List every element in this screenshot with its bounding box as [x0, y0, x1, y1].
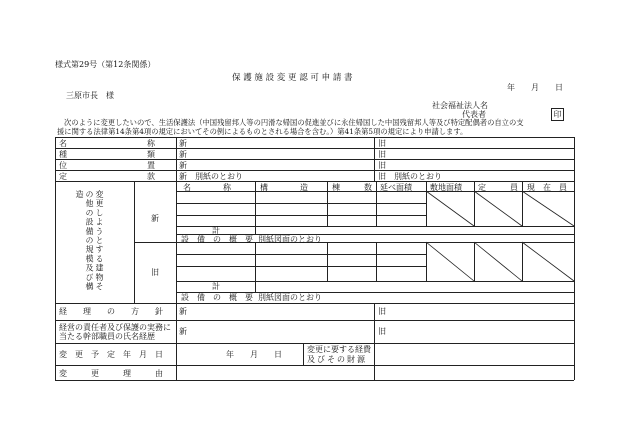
location-old: 旧 [378, 161, 386, 170]
structure-side-label: 変更しようとする建物その他の設備の規模及び構造 [75, 190, 104, 292]
row-divider [55, 320, 574, 321]
old-outline-label: 設 備 の 概 要 [181, 293, 253, 302]
change-reason-label: 変 更 理 由 [59, 369, 163, 378]
bottom-new-old-divider [374, 303, 375, 380]
form-number: 様式第29号（第12条関係） [55, 60, 156, 69]
policy-new: 新 [179, 307, 187, 316]
structure-new-label: 新 [151, 214, 159, 223]
row-label-type: 種 類 [59, 150, 155, 159]
addressee: 三原市長 様 [66, 91, 114, 100]
planned-date-label: 変 更 予 定 年 月 日 [59, 350, 163, 359]
planned-date-value: 年 月 日 [226, 350, 282, 359]
application-date: 年 月 日 [507, 83, 563, 92]
responsible-old: 旧 [378, 327, 386, 336]
old-total-label: 計 [212, 282, 220, 291]
col-header-current: 現 在 員 [527, 183, 567, 192]
cost-label-divider [303, 343, 304, 365]
responsible-new: 新 [179, 327, 187, 336]
responsible-label-1: 経営の責任者及び保護の実務に [59, 323, 171, 332]
type-new: 新 [179, 150, 187, 159]
body-line-2: 援に関する法律第14条第4項の規定においてその例によるものとされる場合を含む。）第41条第5項の規定により申請します。 [57, 127, 468, 136]
policy-old: 旧 [378, 307, 386, 316]
name-old: 旧 [378, 139, 386, 148]
seal-mark: 印 [551, 108, 564, 121]
cost-label-2: 及びその財源 [307, 355, 367, 364]
row-divider [55, 343, 574, 344]
row-label-location: 位 置 [59, 161, 155, 170]
type-old: 旧 [378, 150, 386, 159]
col-header-name: 名 称 [183, 183, 231, 192]
accounting-policy-label: 経 理 の 方 針 [59, 307, 163, 316]
row-label-capacity: 定 款 [59, 172, 155, 181]
new-total-label: 計 [212, 226, 220, 235]
new-outline-value: 別紙図面のとおり [258, 235, 322, 244]
name-new: 新 [179, 139, 187, 148]
bottom-label-divider [176, 303, 177, 380]
structure-old-label: 旧 [151, 268, 159, 277]
col-header-capacity: 定 員 [478, 183, 518, 192]
col-header-floors: 棟 数 [332, 183, 372, 192]
location-new: 新 [179, 161, 187, 170]
corporation-label: 社会福祉法人名 [432, 101, 488, 110]
capacity-old: 旧 別紙のとおり [378, 172, 442, 181]
responsible-label-2: 当たる幹部職員の氏名経歴 [59, 332, 155, 341]
col-header-floor-area: 延べ面積 [380, 183, 412, 192]
row-label-name: 名 称 [59, 139, 155, 148]
col-header-structure: 構 造 [260, 183, 308, 192]
old-outline-value: 別紙図面のとおり [258, 293, 322, 302]
cost-label-1: 変更に要する経費 [307, 345, 371, 354]
row-divider [55, 365, 574, 366]
new-outline-label: 設 備 の 概 要 [181, 235, 253, 244]
capacity-new: 新 別紙のとおり [179, 172, 243, 181]
body-line-1: 次のように変更したいので、生活保護法（中国残留邦人等の円滑な帰国の促進並びに永住帰国した中国残留邦人等及び特定配偶者の自立の支 [64, 118, 524, 127]
form-title: 保 護 施 設 変 更 認 可 申 請 書 [232, 73, 353, 83]
col-header-site-area: 敷地面積 [430, 183, 462, 192]
representative-label: 代表者 [462, 110, 486, 119]
